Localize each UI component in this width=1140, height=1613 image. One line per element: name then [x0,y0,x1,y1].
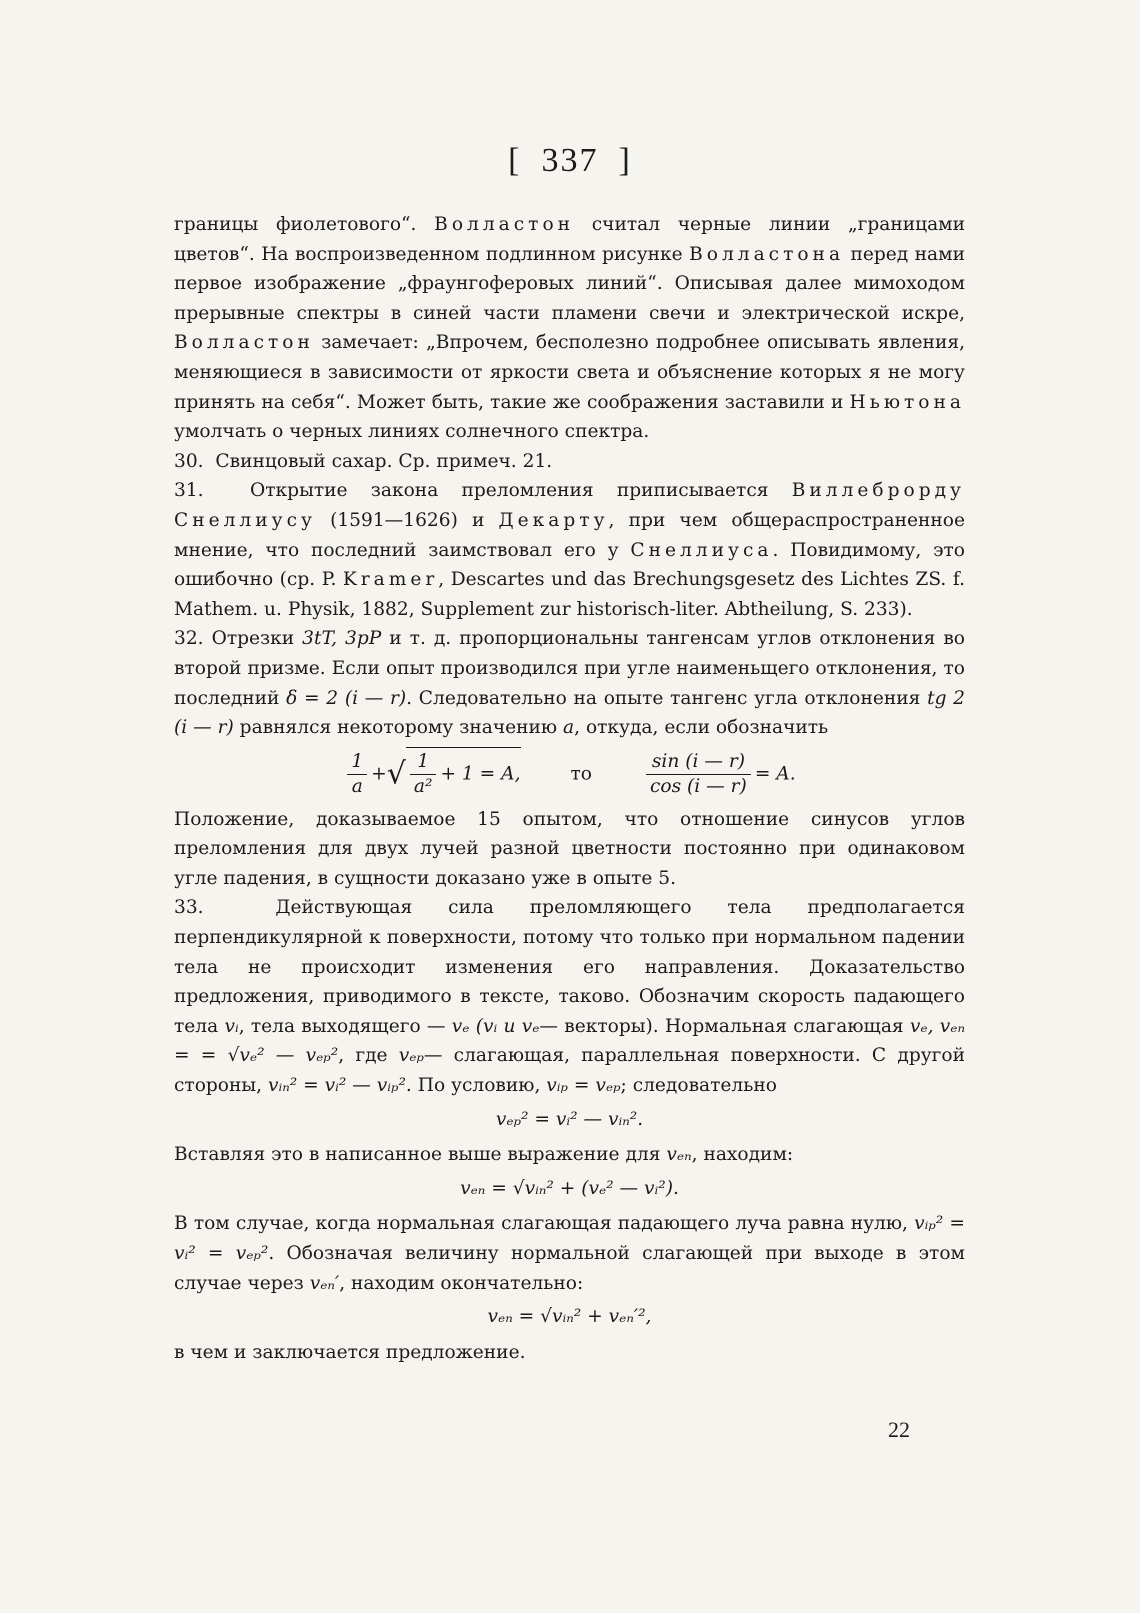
math-inline: a [563,717,575,739]
page-number: 337 [541,142,599,179]
sheet-number: 22 [888,1417,910,1442]
sqrt-symbol: √ [386,756,406,792]
text-run: , откуда, если обозначить [574,717,829,739]
paragraph-continuation [174,210,965,447]
math-inline: vᵢ [224,1015,239,1037]
paragraph-position: Положение, доказываемое 15 опытом, что отношение синусов углов преломления для двух лучей разной цветности постоянно при одинаковом угле падения, в сущности доказано уже в опыте 5. [174,808,965,889]
text-run: , Descartes und das Brechungsgesetz des Lichtes ZS. f. Mathem. u. Physik, 1882, Supplement zur historisch-liter. Abtheilung, S. 233). [174,569,965,620]
text-run: и т. д. пропорциональны тангенсам углов отклонения во второй призме. Если опыт производился при угле наименьщего отклонения, то последний [174,628,965,709]
paragraph-end: в чем и заключается предложение. [174,1341,526,1363]
text-run: . Обозначая величину нормальной слагающей при выходе в этом случае через [174,1243,965,1294]
page-number-header [0,142,1140,180]
formula-tangent: $\frac{1}{a}$ +√ $\frac{1}{\text{a²}}$ + 1 = A, то $\frac{\sin (i — r)}{\cos (i — r)}$ = A. [174,747,965,799]
note-number: 33. [174,897,204,919]
text-run: перед нами первое изображение „фраунгоферовых линий“. Описывая далее мимоходом прерывные спектры в синей части пламени свечи и электрической искре, [174,243,966,324]
name-wollaston: Волластона [689,243,845,265]
bracket-close: ] [618,142,632,179]
text-run: , находим окончательно: [339,1272,584,1294]
note-text: Свинцовый сахар. Ср. примеч. 21. [215,450,553,472]
math-inline: vₑₙ′ [309,1272,340,1294]
name-snellius: Снеллиуса [630,539,773,561]
text-run: (1591—1626) и [315,509,499,531]
text-run: границы фиолетового“. [174,214,435,235]
note-31 [174,476,965,624]
math-inline: tg 2 (i — r) [174,687,965,739]
note-number: 30. [174,450,204,472]
text-run: . Повидимому, это ошибочно (ср. P. [174,539,965,591]
math-inline: vₑ, vₑₙ = = √vₑ² — vₑₚ² [174,1015,966,1067]
math-inline: vᵢₚ² = vᵢ² = vₑₚ² [174,1213,966,1264]
text-run: умолчать о черных линиях солнечного спектра. [174,421,650,443]
text-run: . По условию, [405,1075,547,1097]
text-run: считал черные линии „границами цветов“. На воспроизведенном подлинном рисунке [174,214,966,265]
text-run: , при чем общераспространенное мнение, что последний заимствовал его у [174,509,965,561]
math-inline: 3tT, 3pP [302,628,382,650]
text-run: В том случае, когда нормальная слагающая падающего луча равна нулю, [174,1213,915,1235]
fraction: $\frac{1}{\text{a²}}$ [410,750,437,799]
text-run: равнялся некоторому значению [233,717,564,739]
bracket-open: [ [508,142,522,179]
formula-final: vₑₙ = √vᵢₙ² + vₑₙ′², [487,1306,652,1328]
formula-ven: vₑₙ = √vᵢₙ² + (vₑ² — vᵢ²). [460,1177,679,1199]
text-run: , тела выходящего — [238,1015,452,1037]
name-snellius: Виллеброрду Снеллиусу [174,480,965,531]
text-run: Отрезки [211,628,303,650]
body-text [174,210,965,1367]
note-number: 32. [174,628,204,650]
math-inline: vₑ (vᵢ и vₑ [451,1015,540,1037]
text-run: ; следовательно [620,1075,777,1097]
math-inline: vₑₚ [398,1045,424,1067]
name-kramer: Kramer [342,569,439,591]
text-run: , где [338,1045,399,1067]
note-32 [174,624,965,742]
math-inline: δ = 2 (i — r) [286,687,407,709]
fraction: $\frac{1}{a}$ [347,750,367,799]
text-run: замечает: „Впрочем, бесполезно подробнее описывать явления, меняющиеся в зависимости от яркости света и объяснение которых я не могу принять на себя“. Может быть, такие же соображения заставили и [174,332,965,413]
formula-vep: vₑₚ² = vᵢ² — vᵢₙ². [495,1108,644,1130]
name-descartes: Декарту [498,509,609,531]
math-inline: vᵢₙ² = vᵢ² — vᵢₚ² [268,1075,406,1097]
name-newton: Ньютона [849,391,965,413]
note-number: 31. [174,480,204,502]
paragraph-insert [174,1140,965,1170]
math-inline: vₑₙ [666,1144,692,1166]
text-run: . Следовательно на опыте тангенс угла отклонения [406,687,928,709]
text-run: Вставляя это в написанное выше выражение для [174,1144,667,1166]
fraction: $\frac{\sin (i — r)}{\cos (i — r)}$ [646,750,751,799]
text-run: Действующая сила преломляющего тела предполагается перпендикулярной к поверхности, потому что только при нормальном падении тела не происходит изменения его направления. Доказательство предложения, приводимого в тексте, таково. Обозначим скорость падающего тела [174,897,965,1037]
text-run: — векторы). Нормальная слагающая [539,1015,910,1037]
text-run: — слагающая, параллельная поверхности. С другой стороны, [174,1045,965,1097]
note-30 [174,447,965,477]
name-wollaston: Волластон [434,214,575,235]
text-run: Открытие закона преломления приписывается [250,480,792,502]
note-33 [174,893,965,1100]
text-run: , находим: [691,1144,794,1166]
math-inline: vᵢₚ = vₑₚ [546,1075,621,1097]
paragraph-case [174,1209,965,1298]
name-wollaston: Волластон [174,332,314,354]
